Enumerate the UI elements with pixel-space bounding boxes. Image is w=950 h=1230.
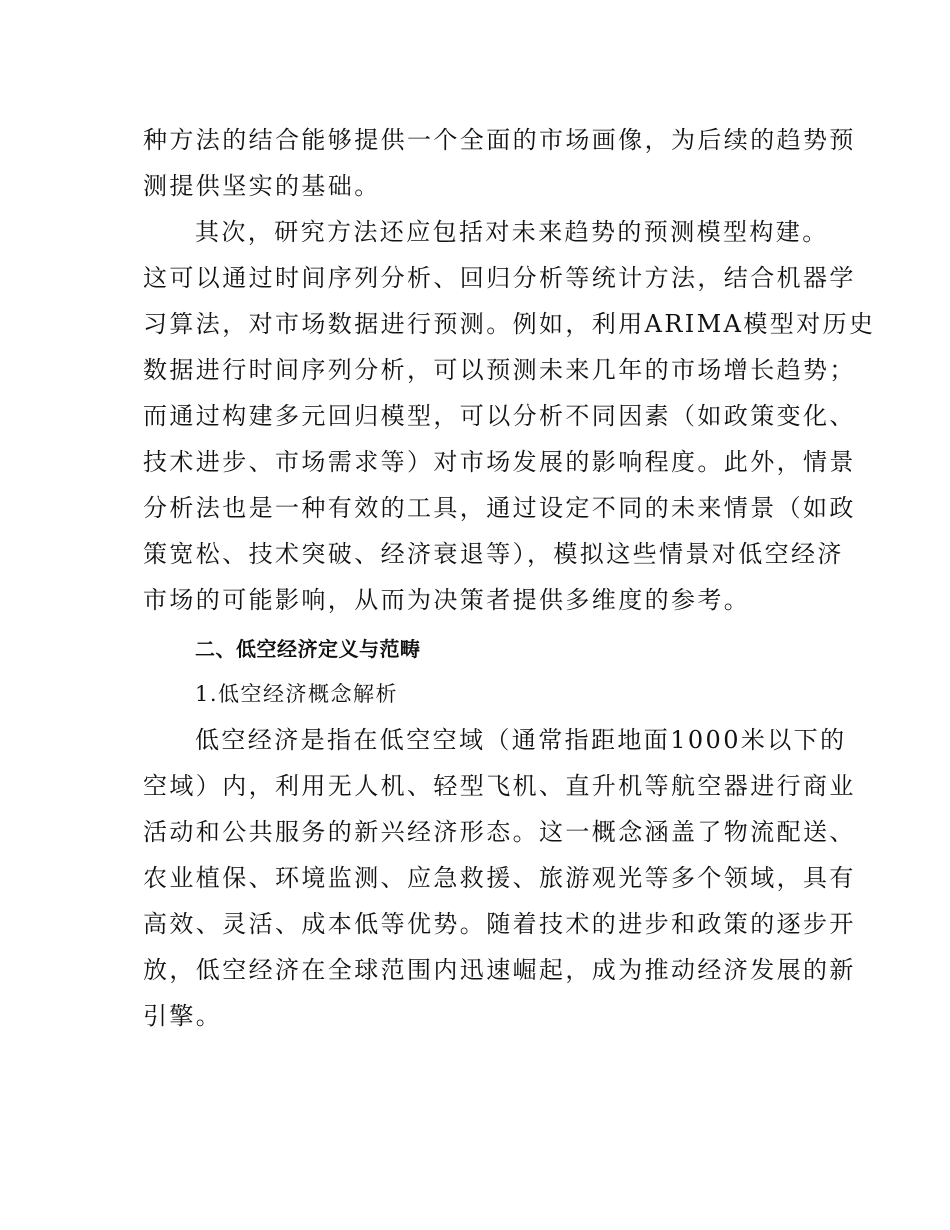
paragraph-1-line-2: 测提供坚实的基础。 bbox=[143, 172, 381, 200]
paragraph-2-line-5: 而通过构建多元回归模型，可以分析不同因素（如政策变化、 bbox=[143, 402, 856, 430]
paragraph-2-line-4: 数据进行时间序列分析，可以预测未来几年的市场增长趋势； bbox=[143, 356, 856, 384]
paragraph-2-line-2: 这可以通过时间序列分析、回归分析等统计方法，结合机器学 bbox=[143, 264, 856, 292]
paragraph-3-line-1: 低空经济是指在低空空域（通常指距地面1000米以下的 bbox=[195, 726, 847, 754]
paragraph-3-line-6: 放，低空经济在全球范围内迅速崛起，成为推动经济发展的新 bbox=[143, 956, 856, 984]
paragraph-3-line-3: 活动和公共服务的新兴经济形态。这一概念涵盖了物流配送、 bbox=[143, 818, 856, 846]
paragraph-3-line-4: 农业植保、环境监测、应急救援、旅游观光等多个领域，具有 bbox=[143, 864, 856, 892]
section-heading: 二、低空经济定义与范畴 bbox=[195, 637, 421, 661]
paragraph-1-line-1: 种方法的结合能够提供一个全面的市场画像，为后续的趋势预 bbox=[143, 126, 856, 154]
paragraph-2-line-9: 市场的可能影响，从而为决策者提供多维度的参考。 bbox=[143, 586, 751, 614]
paragraph-2-line-3: 习算法，对市场数据进行预测。例如，利用ARIMA模型对历史 bbox=[143, 310, 876, 338]
paragraph-2-line-1: 其次，研究方法还应包括对未来趋势的预测模型构建。 bbox=[195, 218, 829, 246]
subsection-heading: 1.低空经济概念解析 bbox=[195, 682, 399, 706]
paragraph-2-line-8: 策宽松、技术突破、经济衰退等），模拟这些情景对低空经济 bbox=[143, 540, 844, 568]
paragraph-3-line-5: 高效、灵活、成本低等优势。随着技术的进步和政策的逐步开 bbox=[143, 910, 856, 938]
paragraph-2-line-6: 技术进步、市场需求等）对市场发展的影响程度。此外，情景 bbox=[143, 448, 856, 476]
paragraph-3-line-2: 空域）内，利用无人机、轻型飞机、直升机等航空器进行商业 bbox=[143, 772, 856, 800]
paragraph-3-line-7: 引擎。 bbox=[143, 1002, 223, 1030]
paragraph-2-line-7: 分析法也是一种有效的工具，通过设定不同的未来情景（如政 bbox=[143, 494, 856, 522]
